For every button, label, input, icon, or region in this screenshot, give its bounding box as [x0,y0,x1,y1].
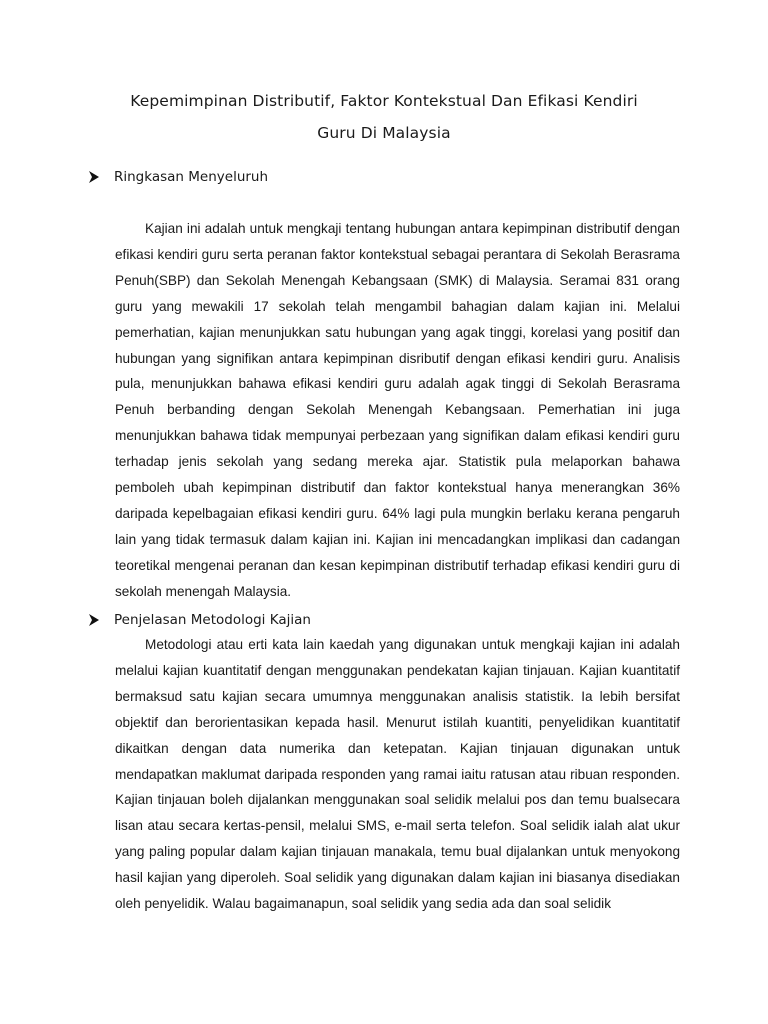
document-title-line-1: Kepemimpinan Distributif, Faktor Kontekstual Dan Efikasi Kendiri [130,92,638,110]
document-title-line-2: Guru Di Malaysia [317,124,451,142]
section-heading-methodology [88,610,311,630]
arrowhead-bullet-icon [88,613,100,627]
section-heading-summary [88,167,268,187]
section-heading-methodology-text: Penjelasan Metodologi Kajian [114,612,311,628]
arrowhead-bullet-icon [88,170,100,184]
methodology-paragraph: Metodologi atau erti kata lain kaedah yang digunakan untuk mengkaji kajian ini adalah melalui kajian kuantitatif dengan menggunakan pendekatan kajian tinjauan. Kajian kuantitatif bermaksud satu kajian secara umumnya menggunakan analisis statistik. Ia lebih bersifat objektif dan berorientasikan kepada hasil. Menurut istilah kuantiti, penyelidikan kuantitatif dikaitkan dengan data numerika dan ketepatan. Kajian tinjauan digunakan untuk mendapatkan maklumat daripada responden yang ramai iaitu ratusan atau ribuan responden. Kajian tinjauan boleh dijalankan menggunakan soal selidik melalui pos dan temu bualsecara lisan atau secara kertas-pensil, melalui SMS, e-mail serta telefon. Soal selidik ialah alat ukur yang paling popular dalam kajian tinjauan manakala, temu bual dijalankan untuk menyokong hasil kajian yang diperoleh. Soal selidik yang digunakan dalam kajian ini biasanya disediakan oleh penyelidik. Walau bagaimanapun, soal selidik yang sedia ada dan soal selidik [115,637,680,912]
section-heading-summary-text: Ringkasan Menyeluruh [114,169,269,185]
summary-paragraph: Kajian ini adalah untuk mengkaji tentang hubungan antara kepimpinan distributif dengan efikasi kendiri guru serta peranan faktor kontekstual sebagai perantara di Sekolah Berasrama Penuh(SBP) dan Sekolah Menengah Kebangsaan (SMK) di Malaysia. Seramai 831 orang guru yang mewakili 17 sekolah telah mengambil bahagian dalam kajian ini. Melalui pemerhatian, kajian menunjukkan satu hubungan yang agak tinggi, korelasi yang positif dan hubungan yang signifikan antara kepimpinan disributif dengan efikasi kendiri guru. Analisis pula, menunjukkan bahawa efikasi kendiri guru adalah agak tinggi di Sekolah Berasrama Penuh berbanding dengan Sekolah Menengah Kebangsaan. Pemerhatian ini juga menunjukkan bahawa tidak mempunyai perbezaan yang signifikan dalam efikasi kendiri guru terhadap jenis sekolah yang sedang mereka ajar. Statistik pula melaporkan bahawa pemboleh ubah kepimpinan distributif dan faktor kontekstual hanya menerangkan 36% daripada kepelbagaian efikasi kendiri guru. 64% lagi pula mungkin berlaku kerana pengaruh lain yang tidak termasuk dalam kajian ini. Kajian ini mencadangkan implikasi dan cadangan teoretikal mengenai peranan dan kesan kepimpinan distributif terhadap efikasi kendiri guru di sekolah menengah Malaysia. [115,221,680,599]
